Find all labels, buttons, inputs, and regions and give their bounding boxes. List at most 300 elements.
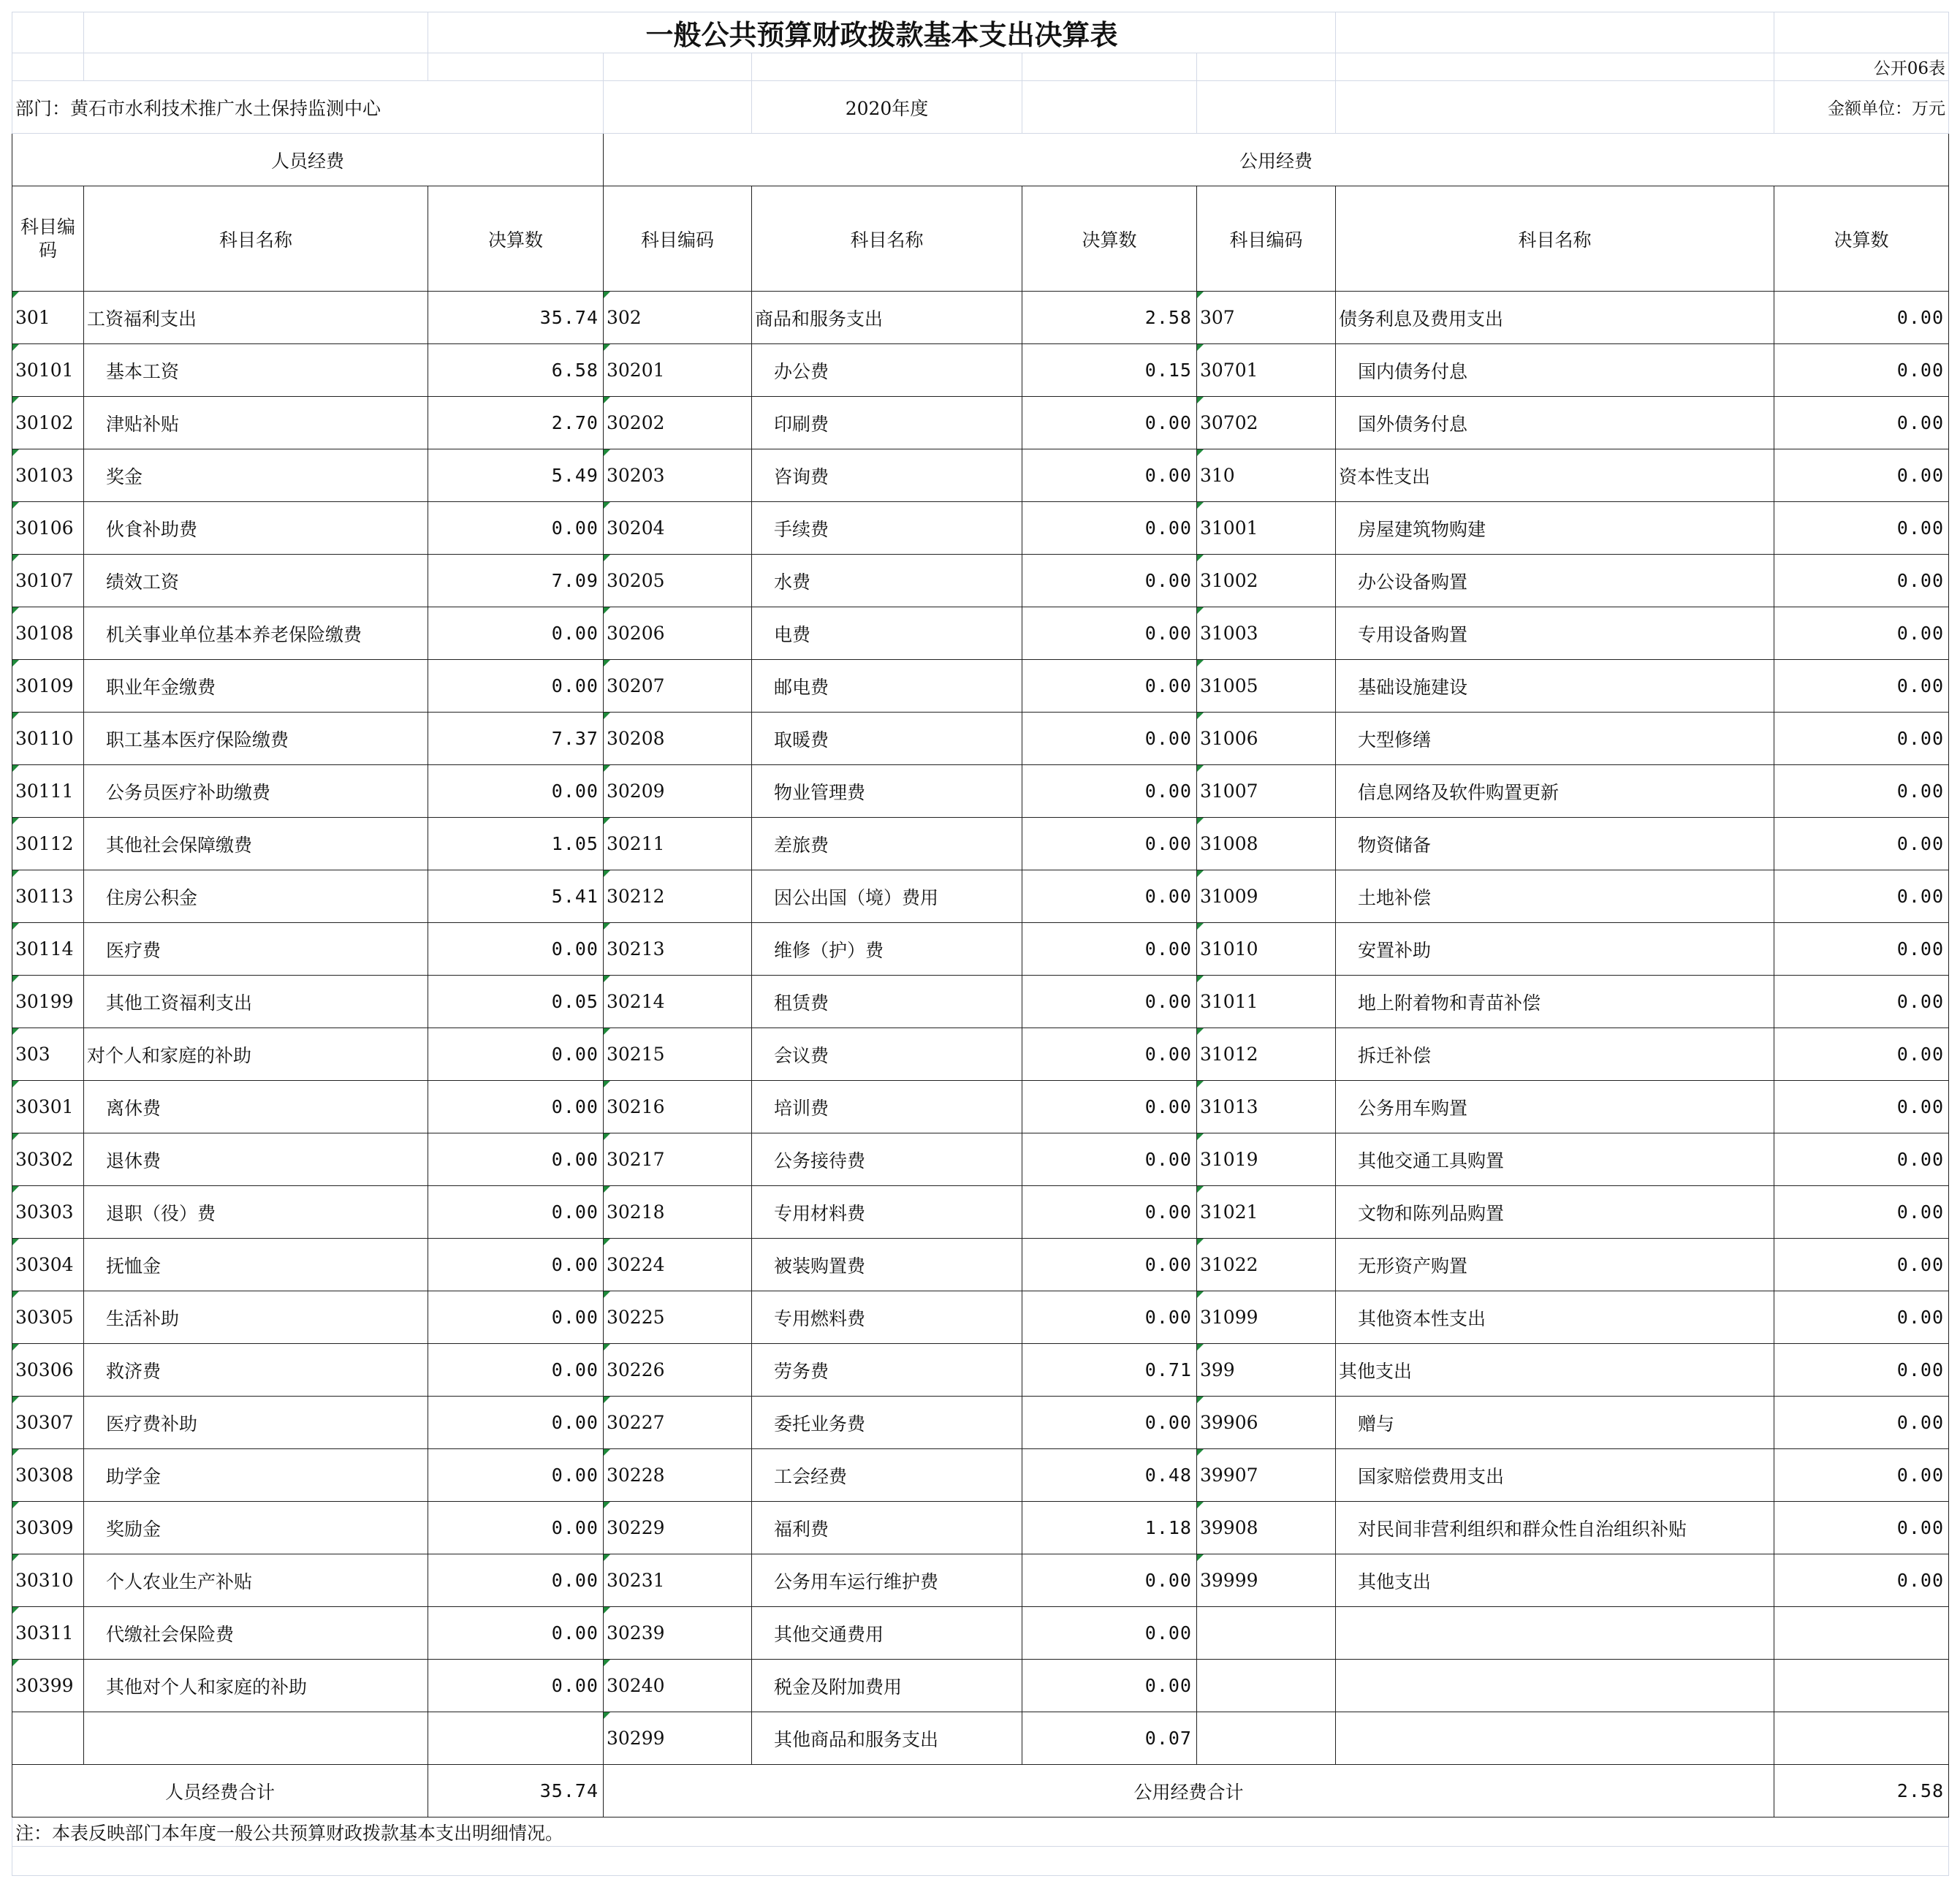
- subject-code: [1197, 1607, 1336, 1660]
- blank-cell: [1336, 81, 1774, 134]
- subject-code: 310: [1197, 449, 1336, 502]
- amount-value: 1.05: [428, 818, 604, 870]
- subject-code: 303: [12, 1028, 84, 1081]
- subject-name: 退职（役）费: [84, 1186, 428, 1239]
- col-header-name: 科目名称: [752, 186, 1022, 292]
- table-row: [12, 397, 1949, 449]
- amount-value: 0.00: [1022, 449, 1197, 502]
- subject-name: 其他交通费用: [752, 1607, 1022, 1660]
- amount-value: 0.00: [1022, 976, 1197, 1028]
- subject-name: 职工基本医疗保险缴费: [84, 713, 428, 765]
- amount-value: 0.00: [1774, 555, 1949, 607]
- fiscal-year: 2020年度: [752, 81, 1022, 134]
- amount-value: 1.18: [1022, 1502, 1197, 1554]
- subject-name: 赠与: [1336, 1397, 1774, 1449]
- amount-value: 0.00: [1774, 502, 1949, 555]
- subject-code: 31005: [1197, 660, 1336, 713]
- subject-code: 39999: [1197, 1554, 1336, 1607]
- subject-code: 30208: [604, 713, 752, 765]
- amount-value: 0.00: [428, 1660, 604, 1712]
- subject-name: 培训费: [752, 1081, 1022, 1133]
- table-row: [12, 870, 1949, 923]
- amount-value: 0.00: [1022, 818, 1197, 870]
- col-header-code: 科目编码: [604, 186, 752, 292]
- subject-code: 30216: [604, 1081, 752, 1133]
- amount-value: 0.00: [1022, 1660, 1197, 1712]
- subject-name: 公务用车运行维护费: [752, 1554, 1022, 1607]
- amount-value: 0.00: [1774, 344, 1949, 397]
- subject-name: 其他交通工具购置: [1336, 1133, 1774, 1186]
- subject-name: 物业管理费: [752, 765, 1022, 818]
- subject-name: 差旅费: [752, 818, 1022, 870]
- subject-name: 其他支出: [1336, 1554, 1774, 1607]
- subject-name: 个人农业生产补贴: [84, 1554, 428, 1607]
- amount-value: [428, 1712, 604, 1765]
- subject-name: 取暖费: [752, 713, 1022, 765]
- amount-value: 0.71: [1022, 1344, 1197, 1397]
- amount-value: 0.00: [428, 660, 604, 713]
- subject-name: 房屋建筑物购建: [1336, 502, 1774, 555]
- section-personnel-header: 人员经费: [12, 134, 604, 186]
- col-header-code: 科目编码: [1197, 186, 1336, 292]
- subject-code: 30225: [604, 1291, 752, 1344]
- subject-code: 30114: [12, 923, 84, 976]
- amount-value: 0.00: [428, 1028, 604, 1081]
- table-row: [12, 449, 1949, 502]
- col-header-name: 科目名称: [84, 186, 428, 292]
- amount-value: 0.00: [1774, 1186, 1949, 1239]
- amount-value: 0.00: [1022, 1239, 1197, 1291]
- col-header-amount: 决算数: [1022, 186, 1197, 292]
- amount-unit: 金额单位：万元: [1774, 81, 1949, 134]
- subject-name: 专用燃料费: [752, 1291, 1022, 1344]
- amount-value: [1774, 1607, 1949, 1660]
- amount-value: 0.00: [1774, 1291, 1949, 1344]
- amount-value: 0.00: [428, 765, 604, 818]
- page-title: 一般公共预算财政拨款基本支出决算表: [428, 12, 1336, 53]
- subject-code: 30229: [604, 1502, 752, 1554]
- subject-name: 资本性支出: [1336, 449, 1774, 502]
- subject-code: 30307: [12, 1397, 84, 1449]
- subject-name: 会议费: [752, 1028, 1022, 1081]
- subject-name: 委托业务费: [752, 1397, 1022, 1449]
- amount-value: 0.00: [428, 923, 604, 976]
- subject-code: 30303: [12, 1186, 84, 1239]
- table-row: [12, 607, 1949, 660]
- subject-name: 奖励金: [84, 1502, 428, 1554]
- subject-name: 其他支出: [1336, 1344, 1774, 1397]
- subject-name: 大型修缮: [1336, 713, 1774, 765]
- subject-code: 31002: [1197, 555, 1336, 607]
- subject-code: 30213: [604, 923, 752, 976]
- subject-code: [1197, 1660, 1336, 1712]
- amount-value: 0.00: [1022, 923, 1197, 976]
- subject-name: 文物和陈列品购置: [1336, 1186, 1774, 1239]
- subject-name: 工会经费: [752, 1449, 1022, 1502]
- table-row: [12, 1186, 1949, 1239]
- subject-name: [1336, 1607, 1774, 1660]
- subject-name: 办公费: [752, 344, 1022, 397]
- table-row: [12, 1449, 1949, 1502]
- amount-value: 0.00: [1022, 870, 1197, 923]
- table-row: [12, 1660, 1949, 1712]
- subject-name: 住房公积金: [84, 870, 428, 923]
- subject-code: 30201: [604, 344, 752, 397]
- subject-name: 安置补助: [1336, 923, 1774, 976]
- subject-name: 印刷费: [752, 397, 1022, 449]
- amount-value: 0.00: [428, 1186, 604, 1239]
- subject-code: 30701: [1197, 344, 1336, 397]
- blank-cell: [1336, 53, 1774, 81]
- amount-value: 0.00: [1022, 765, 1197, 818]
- subject-code: 31099: [1197, 1291, 1336, 1344]
- blank-cell: [1022, 53, 1197, 81]
- subject-name: 基础设施建设: [1336, 660, 1774, 713]
- blank-cell: [84, 53, 428, 81]
- subject-name: 专用设备购置: [1336, 607, 1774, 660]
- subject-code: 39908: [1197, 1502, 1336, 1554]
- blank-cell: [12, 1847, 1949, 1876]
- table-row: [12, 923, 1949, 976]
- amount-value: 0.00: [1774, 449, 1949, 502]
- subject-code: 30113: [12, 870, 84, 923]
- amount-value: 0.00: [428, 607, 604, 660]
- subject-code: [12, 1712, 84, 1765]
- table-row: [12, 292, 1949, 344]
- subject-name: 公务用车购置: [1336, 1081, 1774, 1133]
- subject-code: 30304: [12, 1239, 84, 1291]
- subject-code: 30101: [12, 344, 84, 397]
- subject-name: 税金及附加费用: [752, 1660, 1022, 1712]
- subject-code: 30302: [12, 1133, 84, 1186]
- amount-value: 0.00: [1022, 1397, 1197, 1449]
- subject-name: 代缴社会保险费: [84, 1607, 428, 1660]
- subject-code: 30205: [604, 555, 752, 607]
- table-row: [12, 1502, 1949, 1554]
- amount-value: 0.00: [428, 1449, 604, 1502]
- subject-code: 30112: [12, 818, 84, 870]
- subject-name: 津贴补贴: [84, 397, 428, 449]
- blank-cell: [84, 12, 428, 53]
- amount-value: [1774, 1712, 1949, 1765]
- amount-value: 0.00: [1774, 1133, 1949, 1186]
- subject-name: 公务接待费: [752, 1133, 1022, 1186]
- amount-value: 0.00: [1774, 923, 1949, 976]
- col-header-name: 科目名称: [1336, 186, 1774, 292]
- table-row: [12, 713, 1949, 765]
- table-row: [12, 502, 1949, 555]
- amount-value: 0.00: [1774, 607, 1949, 660]
- subject-code: 30215: [604, 1028, 752, 1081]
- amount-value: 0.00: [428, 1554, 604, 1607]
- subject-name: 商品和服务支出: [752, 292, 1022, 344]
- subject-name: 国内债务付息: [1336, 344, 1774, 397]
- amount-value: 0.00: [1022, 1607, 1197, 1660]
- subject-name: 其他资本性支出: [1336, 1291, 1774, 1344]
- amount-value: 35.74: [428, 292, 604, 344]
- amount-value: 6.58: [428, 344, 604, 397]
- subject-name: 对个人和家庭的补助: [84, 1028, 428, 1081]
- subject-name: 劳务费: [752, 1344, 1022, 1397]
- subject-name: 其他社会保障缴费: [84, 818, 428, 870]
- subject-code: 30203: [604, 449, 752, 502]
- amount-value: 7.09: [428, 555, 604, 607]
- subject-code: 30217: [604, 1133, 752, 1186]
- subject-code: 30199: [12, 976, 84, 1028]
- subject-code: 30111: [12, 765, 84, 818]
- amount-value: 0.00: [1774, 765, 1949, 818]
- amount-value: 0.00: [1774, 1081, 1949, 1133]
- subject-name: 绩效工资: [84, 555, 428, 607]
- subject-code: [1197, 1712, 1336, 1765]
- blank-cell: [1774, 12, 1949, 53]
- amount-value: 0.00: [1774, 292, 1949, 344]
- subject-code: 30306: [12, 1344, 84, 1397]
- amount-value: 0.00: [1022, 1028, 1197, 1081]
- amount-value: 0.00: [1022, 1554, 1197, 1607]
- amount-value: 7.37: [428, 713, 604, 765]
- subject-name: 被装购置费: [752, 1239, 1022, 1291]
- subject-code: 30209: [604, 765, 752, 818]
- amount-value: 0.00: [1774, 713, 1949, 765]
- amount-value: 0.00: [1022, 713, 1197, 765]
- subject-code: 31007: [1197, 765, 1336, 818]
- subject-name: 办公设备购置: [1336, 555, 1774, 607]
- subject-name: 机关事业单位基本养老保险缴费: [84, 607, 428, 660]
- subject-name: 电费: [752, 607, 1022, 660]
- amount-value: 0.00: [428, 1081, 604, 1133]
- subject-name: 其他商品和服务支出: [752, 1712, 1022, 1765]
- amount-value: 5.41: [428, 870, 604, 923]
- subject-name: 其他工资福利支出: [84, 976, 428, 1028]
- subject-code: 30310: [12, 1554, 84, 1607]
- subject-code: 31019: [1197, 1133, 1336, 1186]
- subject-code: 30206: [604, 607, 752, 660]
- subject-name: 水费: [752, 555, 1022, 607]
- amount-value: 0.00: [1022, 397, 1197, 449]
- subject-code: 31008: [1197, 818, 1336, 870]
- amount-value: 2.70: [428, 397, 604, 449]
- subject-name: 专用材料费: [752, 1186, 1022, 1239]
- amount-value: 0.00: [428, 502, 604, 555]
- blank-cell: [428, 53, 604, 81]
- table-row: [12, 1344, 1949, 1397]
- subject-code: 31022: [1197, 1239, 1336, 1291]
- subject-name: 土地补偿: [1336, 870, 1774, 923]
- subject-code: 399: [1197, 1344, 1336, 1397]
- amount-value: 0.48: [1022, 1449, 1197, 1502]
- subject-name: 债务利息及费用支出: [1336, 292, 1774, 344]
- department-label: 部门：黄石市水利技术推广水土保持监测中心: [12, 81, 604, 134]
- amount-value: 0.00: [1774, 1554, 1949, 1607]
- subject-code: 30308: [12, 1449, 84, 1502]
- subject-code: 30204: [604, 502, 752, 555]
- blank-cell: [604, 53, 752, 81]
- subject-code: 30207: [604, 660, 752, 713]
- subject-name: 基本工资: [84, 344, 428, 397]
- subject-name: 退休费: [84, 1133, 428, 1186]
- total-personnel-value: 35.74: [428, 1765, 604, 1817]
- subject-name: [1336, 1660, 1774, 1712]
- amount-value: 0.00: [1774, 1502, 1949, 1554]
- subject-name: 邮电费: [752, 660, 1022, 713]
- blank-cell: [1197, 81, 1336, 134]
- subject-code: 30110: [12, 713, 84, 765]
- subject-name: 无形资产购置: [1336, 1239, 1774, 1291]
- subject-code: 301: [12, 292, 84, 344]
- table-row: [12, 1291, 1949, 1344]
- subject-code: 30301: [12, 1081, 84, 1133]
- subject-code: 31009: [1197, 870, 1336, 923]
- amount-value: 0.00: [1022, 555, 1197, 607]
- blank-cell: [1022, 81, 1197, 134]
- subject-code: 31003: [1197, 607, 1336, 660]
- subject-code: 30109: [12, 660, 84, 713]
- amount-value: 0.07: [1022, 1712, 1197, 1765]
- blank-cell: [12, 12, 84, 53]
- subject-code: 30305: [12, 1291, 84, 1344]
- subject-code: 30228: [604, 1449, 752, 1502]
- table-row: [12, 1081, 1949, 1133]
- amount-value: 0.00: [428, 1239, 604, 1291]
- subject-name: 医疗费: [84, 923, 428, 976]
- subject-code: 31011: [1197, 976, 1336, 1028]
- subject-name: 抚恤金: [84, 1239, 428, 1291]
- subject-name: 维修（护）费: [752, 923, 1022, 976]
- blank-cell: [12, 53, 84, 81]
- subject-name: 伙食补助费: [84, 502, 428, 555]
- budget-sheet: [12, 12, 1949, 1876]
- amount-value: 2.58: [1022, 292, 1197, 344]
- amount-value: 0.00: [1022, 1291, 1197, 1344]
- subject-code: 31021: [1197, 1186, 1336, 1239]
- subject-name: 助学金: [84, 1449, 428, 1502]
- subject-code: 30309: [12, 1502, 84, 1554]
- amount-value: 0.00: [1774, 660, 1949, 713]
- subject-name: 职业年金缴费: [84, 660, 428, 713]
- subject-name: 福利费: [752, 1502, 1022, 1554]
- footnote: 注：本表反映部门本年度一般公共预算财政拨款基本支出明细情况。: [12, 1817, 1949, 1847]
- total-public-value: 2.58: [1774, 1765, 1949, 1817]
- subject-name: 拆迁补偿: [1336, 1028, 1774, 1081]
- amount-value: 0.00: [1774, 1449, 1949, 1502]
- section-public-header: 公用经费: [604, 134, 1949, 186]
- table-row: [12, 1397, 1949, 1449]
- subject-code: 30226: [604, 1344, 752, 1397]
- amount-value: 0.15: [1022, 344, 1197, 397]
- subject-code: 39906: [1197, 1397, 1336, 1449]
- subject-code: 30227: [604, 1397, 752, 1449]
- blank-cell: [1197, 53, 1336, 81]
- amount-value: 0.00: [1022, 660, 1197, 713]
- amount-value: 0.00: [428, 1607, 604, 1660]
- table-row: [12, 555, 1949, 607]
- subject-name: 工资福利支出: [84, 292, 428, 344]
- amount-value: 5.49: [428, 449, 604, 502]
- table-row: [12, 1028, 1949, 1081]
- col-header-amount: 决算数: [428, 186, 604, 292]
- col-header-amount: 决算数: [1774, 186, 1949, 292]
- subject-code: 30106: [12, 502, 84, 555]
- total-public-label: 公用经费合计: [604, 1765, 1774, 1817]
- subject-name: 离休费: [84, 1081, 428, 1133]
- subject-code: 30214: [604, 976, 752, 1028]
- subject-name: 手续费: [752, 502, 1022, 555]
- subject-code: 30240: [604, 1660, 752, 1712]
- subject-name: 咨询费: [752, 449, 1022, 502]
- subject-code: 31013: [1197, 1081, 1336, 1133]
- subject-code: 30399: [12, 1660, 84, 1712]
- subject-name: [84, 1712, 428, 1765]
- subject-code: 30107: [12, 555, 84, 607]
- subject-code: 31010: [1197, 923, 1336, 976]
- amount-value: [1774, 1660, 1949, 1712]
- subject-code: 31012: [1197, 1028, 1336, 1081]
- amount-value: 0.00: [1022, 1186, 1197, 1239]
- subject-name: 物资储备: [1336, 818, 1774, 870]
- blank-cell: [604, 81, 752, 134]
- table-row: [12, 1554, 1949, 1607]
- subject-code: 30231: [604, 1554, 752, 1607]
- subject-code: 30702: [1197, 397, 1336, 449]
- subject-code: 31001: [1197, 502, 1336, 555]
- amount-value: 0.00: [1022, 502, 1197, 555]
- subject-code: 30239: [604, 1607, 752, 1660]
- subject-name: 租赁费: [752, 976, 1022, 1028]
- amount-value: 0.00: [428, 1291, 604, 1344]
- table-row: [12, 765, 1949, 818]
- table-row: [12, 818, 1949, 870]
- form-number: 公开06表: [1774, 53, 1949, 81]
- blank-cell: [752, 53, 1022, 81]
- amount-value: 0.00: [1774, 1239, 1949, 1291]
- subject-name: 公务员医疗补助缴费: [84, 765, 428, 818]
- subject-code: 30299: [604, 1712, 752, 1765]
- table-row: [12, 1712, 1949, 1765]
- subject-code: 39907: [1197, 1449, 1336, 1502]
- subject-name: 奖金: [84, 449, 428, 502]
- subject-code: 30102: [12, 397, 84, 449]
- amount-value: 0.00: [1774, 1344, 1949, 1397]
- total-personnel-label: 人员经费合计: [12, 1765, 428, 1817]
- amount-value: 0.00: [1022, 1133, 1197, 1186]
- subject-name: 地上附着物和青苗补偿: [1336, 976, 1774, 1028]
- subject-code: 31006: [1197, 713, 1336, 765]
- amount-value: 0.00: [1774, 1028, 1949, 1081]
- subject-code: 30103: [12, 449, 84, 502]
- subject-name: 信息网络及软件购置更新: [1336, 765, 1774, 818]
- table-row: [12, 660, 1949, 713]
- amount-value: 0.00: [1774, 870, 1949, 923]
- subject-name: 其他对个人和家庭的补助: [84, 1660, 428, 1712]
- amount-value: 0.00: [428, 1502, 604, 1554]
- subject-code: 302: [604, 292, 752, 344]
- subject-name: 国外债务付息: [1336, 397, 1774, 449]
- amount-value: 0.00: [428, 1397, 604, 1449]
- table-row: [12, 344, 1949, 397]
- subject-code: 30224: [604, 1239, 752, 1291]
- subject-code: 30211: [604, 818, 752, 870]
- subject-code: 30212: [604, 870, 752, 923]
- subject-name: 救济费: [84, 1344, 428, 1397]
- col-header-code: 科目编码: [12, 186, 84, 292]
- amount-value: 0.00: [1774, 818, 1949, 870]
- amount-value: 0.00: [1774, 1397, 1949, 1449]
- subject-name: 医疗费补助: [84, 1397, 428, 1449]
- subject-name: 因公出国（境）费用: [752, 870, 1022, 923]
- amount-value: 0.00: [1774, 397, 1949, 449]
- amount-value: 0.00: [1022, 1081, 1197, 1133]
